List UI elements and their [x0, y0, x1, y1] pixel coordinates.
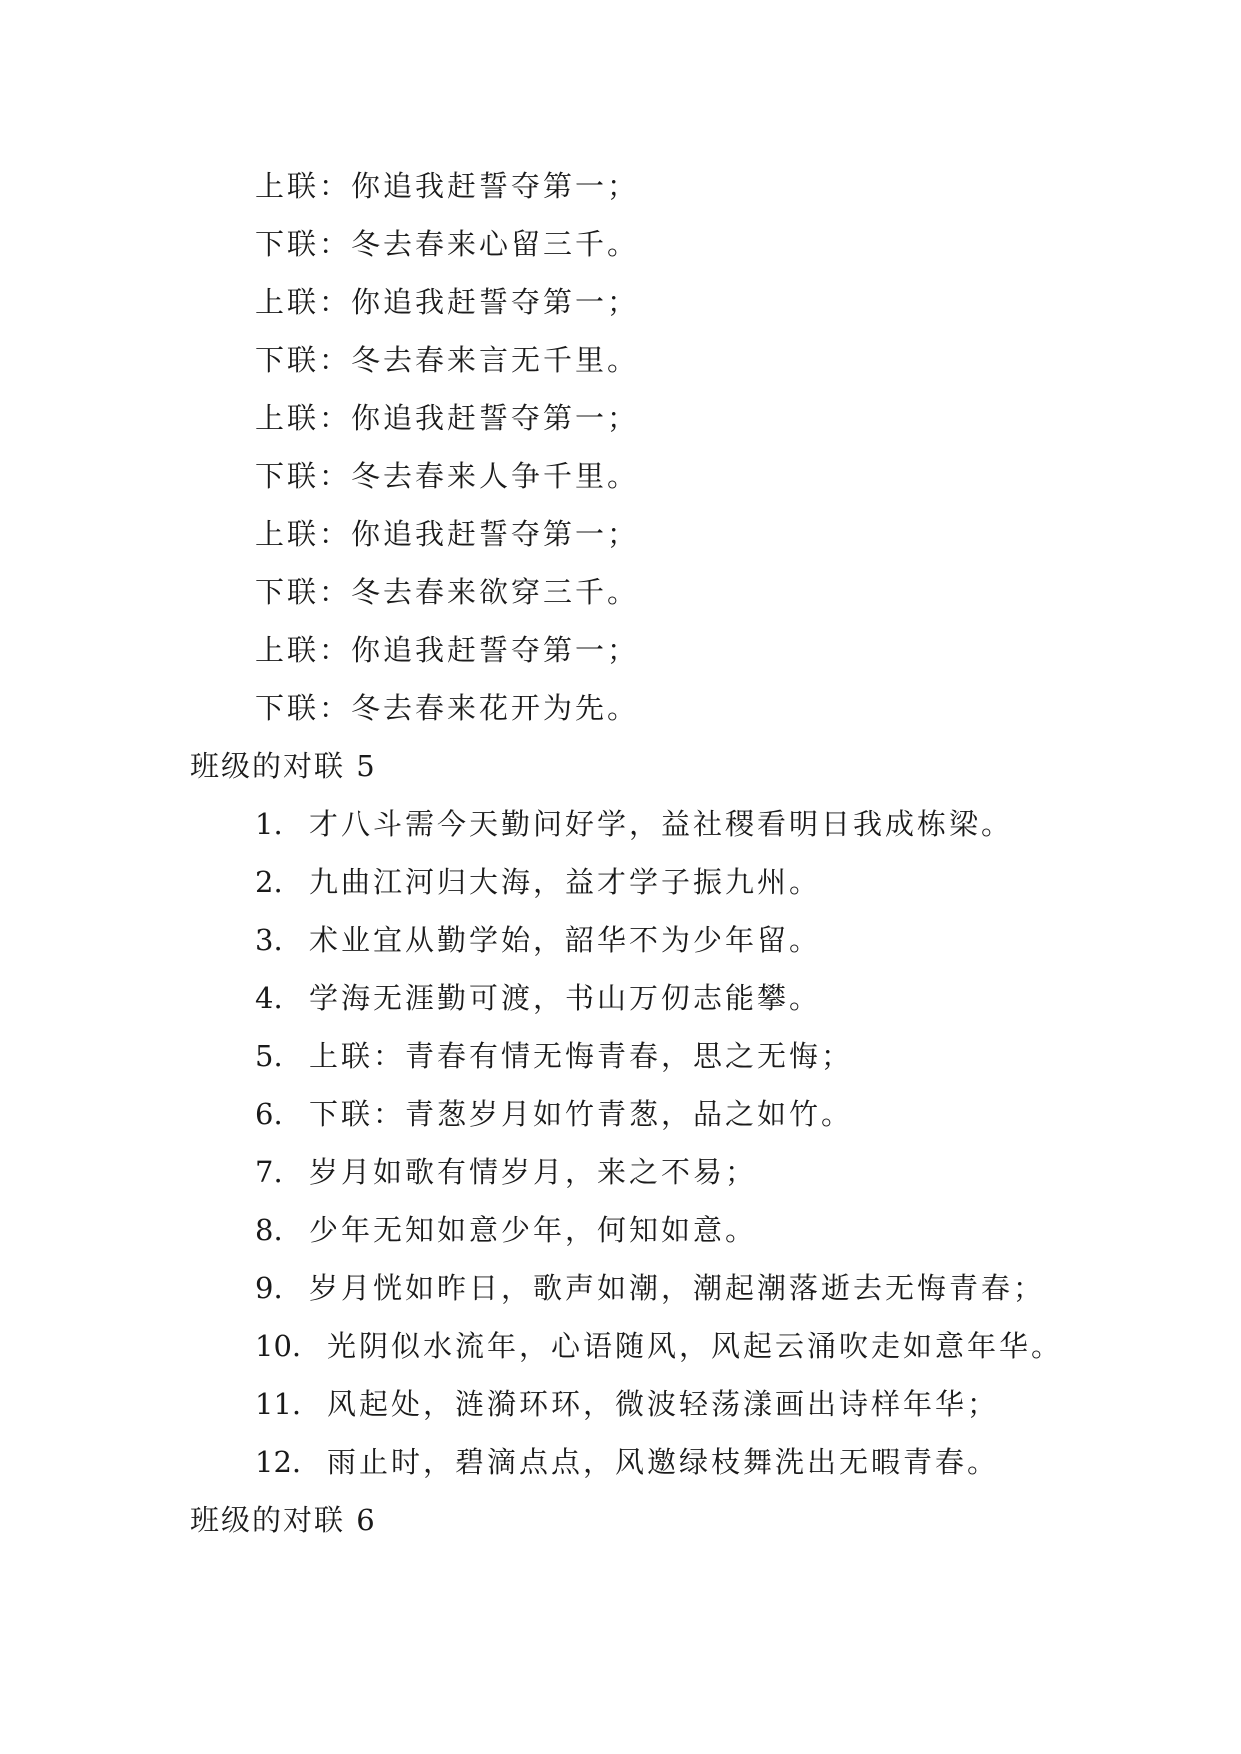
couplet-label: 下联：	[255, 227, 352, 261]
couplet-text: 冬去春来人争千里。	[351, 459, 640, 493]
couplet-label: 下联：	[255, 691, 352, 725]
couplet-label: 下联：	[255, 343, 352, 377]
item-text: 学海无涯勤可渡，书山万仞志能攀。	[309, 981, 822, 1015]
couplet-text: 冬去春来心留三千。	[351, 227, 640, 261]
list-item	[255, 1384, 999, 1424]
item-text: 才八斗需今天勤问好学，益社稷看明日我成栋梁。	[309, 807, 1014, 841]
item-number: 12.	[255, 1445, 302, 1479]
couplet-text: 冬去春来欲穿三千。	[351, 575, 640, 609]
item-text: 岁月如歌有情岁月，来之不易；	[309, 1155, 758, 1189]
couplet-line	[255, 572, 639, 612]
couplet-label: 下联：	[255, 575, 352, 609]
list-item	[255, 978, 821, 1018]
couplet-text: 你追我赶誓夺第一；	[351, 285, 640, 319]
couplet-text: 你追我赶誓夺第一；	[351, 517, 640, 551]
item-text: 术业宜从勤学始，韶华不为少年留。	[309, 923, 822, 957]
item-number: 10.	[255, 1329, 302, 1363]
couplet-text: 你追我赶誓夺第一；	[351, 169, 640, 203]
item-number: 5.	[255, 1039, 283, 1073]
item-text: 九曲江河归大海，益才学子振九州。	[309, 865, 822, 899]
section-heading-5: 班级的对联 5	[190, 749, 377, 783]
item-text: 雨止时，碧滴点点，风邀绿枝舞洗出无暇青春。	[327, 1445, 1000, 1479]
couplet-text: 你追我赶誓夺第一；	[351, 633, 640, 667]
list-item	[255, 1268, 1045, 1308]
list-item	[255, 1210, 757, 1250]
item-text: 岁月恍如昨日，歌声如潮，潮起潮落逝去无悔青春；	[309, 1271, 1046, 1305]
item-number: 1.	[255, 807, 283, 841]
couplet-label: 上联：	[255, 517, 352, 551]
list-item	[255, 1152, 757, 1192]
couplet-line	[255, 514, 639, 554]
couplet-label: 下联：	[255, 459, 352, 493]
item-text: 光阴似水流年，心语随风，风起云涌吹走如意年华。	[327, 1329, 1064, 1363]
item-number: 6.	[255, 1097, 283, 1131]
item-text: 少年无知如意少年，何知如意。	[309, 1213, 758, 1247]
item-number: 3.	[255, 923, 283, 957]
couplet-line	[255, 340, 639, 380]
couplet-label: 上联：	[255, 633, 352, 667]
item-number: 8.	[255, 1213, 283, 1247]
list-item	[255, 1036, 853, 1076]
list-item	[255, 862, 821, 902]
couplet-line	[255, 224, 639, 264]
item-number: 2.	[255, 865, 283, 899]
couplet-text: 冬去春来花开为先。	[351, 691, 640, 725]
list-item	[255, 804, 1013, 844]
item-number: 11.	[255, 1387, 302, 1421]
couplet-text: 冬去春来言无千里。	[351, 343, 640, 377]
couplet-label: 上联：	[255, 169, 352, 203]
couplet-line	[255, 398, 639, 438]
couplet-line	[255, 456, 639, 496]
couplet-line	[255, 630, 639, 670]
couplet-text: 你追我赶誓夺第一；	[351, 401, 640, 435]
item-text: 风起处，涟漪环环，微波轻荡漾画出诗样年华；	[327, 1387, 1000, 1421]
list-item	[255, 1094, 853, 1134]
couplet-line	[255, 688, 639, 728]
item-number: 7.	[255, 1155, 283, 1189]
list-item	[255, 1442, 999, 1482]
item-number: 4.	[255, 981, 283, 1015]
item-text: 上联：青春有情无悔青春，思之无悔；	[309, 1039, 854, 1073]
couplet-line	[255, 282, 639, 322]
item-text: 下联：青葱岁月如竹青葱，品之如竹。	[309, 1097, 854, 1131]
item-number: 9.	[255, 1271, 283, 1305]
section-heading-6: 班级的对联 6	[190, 1503, 377, 1537]
list-item	[255, 920, 821, 960]
couplet-label: 上联：	[255, 285, 352, 319]
couplet-label: 上联：	[255, 401, 352, 435]
couplet-line	[255, 166, 639, 206]
list-item	[255, 1326, 1063, 1366]
